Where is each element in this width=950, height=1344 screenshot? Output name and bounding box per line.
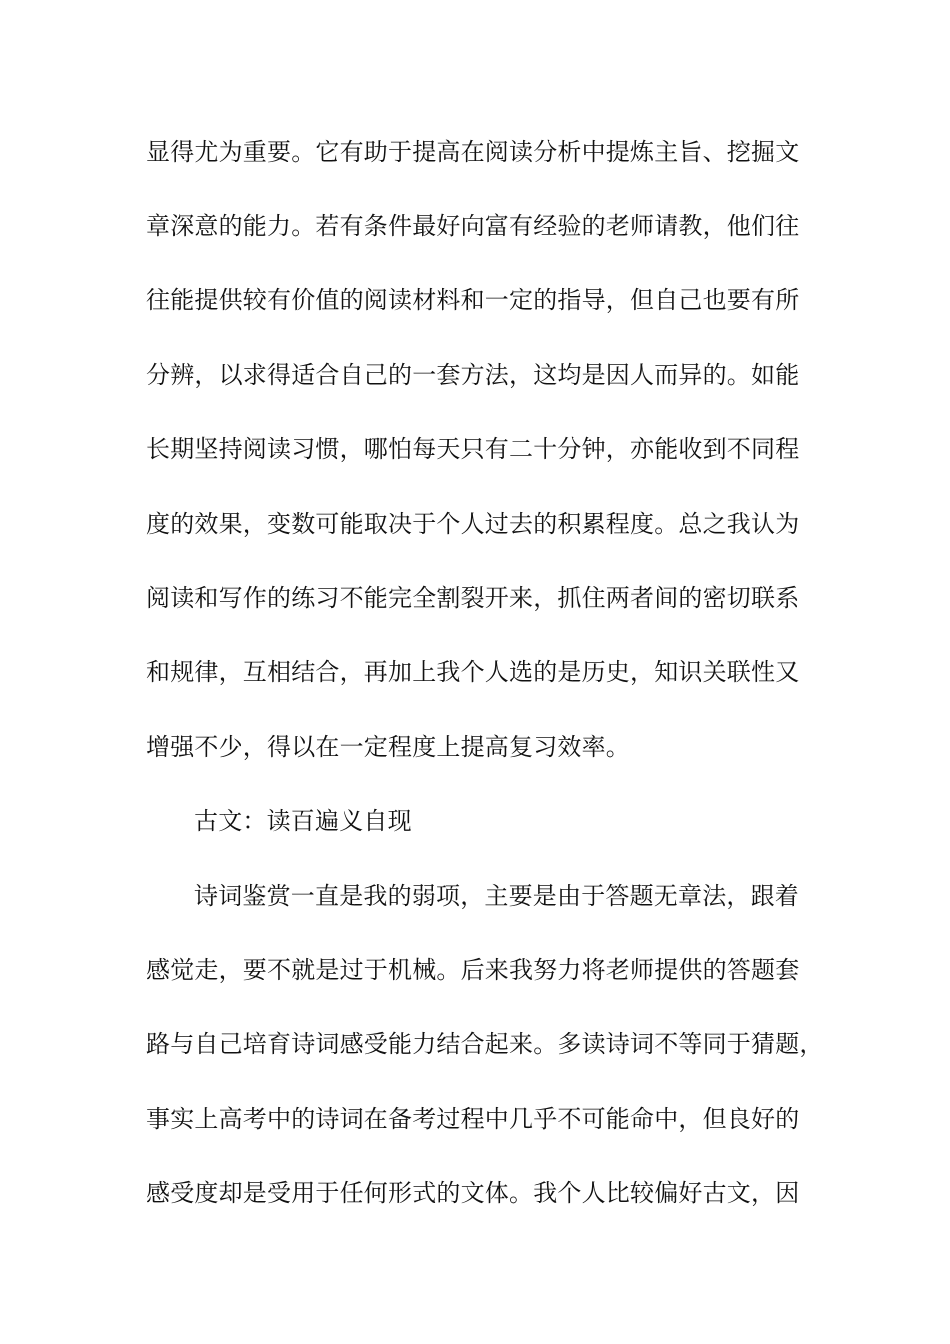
paragraph-line: 阅读和写作的练习不能完全割裂开来，抓住两者间的密切联系 — [146, 584, 800, 612]
paragraph-line: 显得尤为重要。它有助于提高在阅读分析中提炼主旨、挖掘文 — [146, 138, 800, 166]
paragraph-line: 路与自己培育诗词感受能力结合起来。多读诗词不等同于猜题， — [146, 1030, 824, 1058]
paragraph-line: 章深意的能力。若有条件最好向富有经验的老师请教，他们往 — [146, 212, 800, 240]
paragraph-line: 感觉走，要不就是过于机械。后来我努力将老师提供的答题套 — [146, 956, 800, 984]
paragraph-line: 和规律，互相结合，再加上我个人选的是历史，知识关联性又 — [146, 658, 800, 686]
paragraph-line: 往能提供较有价值的阅读材料和一定的指导，但自己也要有所 — [146, 286, 800, 314]
paragraph-line: 诗词鉴赏一直是我的弱项，主要是由于答题无章法，跟着 — [194, 882, 799, 910]
section-heading: 古文：读百遍义自现 — [194, 807, 412, 835]
paragraph-line: 事实上高考中的诗词在备考过程中几乎不可能命中，但良好的 — [146, 1105, 800, 1133]
paragraph-line: 分辨，以求得适合自己的一套方法，这均是因人而异的。如能 — [146, 361, 800, 389]
paragraph-line: 感受度却是受用于任何形式的文体。我个人比较偏好古文，因 — [146, 1179, 800, 1207]
paragraph-line: 长期坚持阅读习惯，哪怕每天只有二十分钟，亦能收到不同程 — [146, 435, 800, 463]
paragraph-line: 增强不少，得以在一定程度上提高复习效率。 — [146, 733, 630, 761]
paragraph-line: 度的效果，变数可能取决于个人过去的积累程度。总之我认为 — [146, 510, 800, 538]
